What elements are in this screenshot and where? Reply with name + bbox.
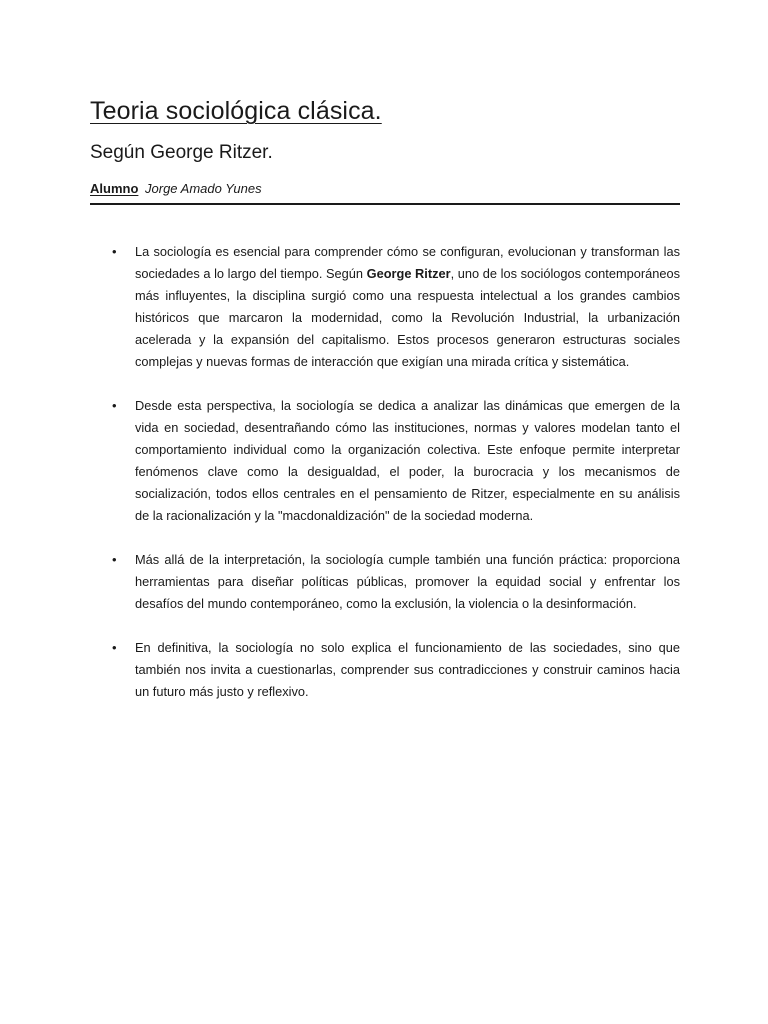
bullet-text-bold: George Ritzer	[366, 266, 451, 281]
bullet-icon: •	[112, 552, 117, 567]
bullet-text: Desde esta perspectiva, la sociología se dedica a analizar las dinámicas que emergen de la vida en sociedad, desentrañando cómo las instituciones, normas y valores modelan tanto el comportamiento individual como la organización colectiva. Este enfoque permite interpretar fenómenos clave como la desigualdad, el poder, la burocracia y los mecanismos de socialización, todos ellos centrales en el pensamiento de Ritzer, especialmente en su análisis de la racionalización y la "macdonaldización" de la sociedad moderna.	[135, 398, 680, 523]
bullet-item	[90, 395, 680, 527]
bullet-icon: •	[112, 244, 117, 259]
student-name: Jorge Amado Yunes	[145, 181, 262, 196]
bullet-list	[90, 241, 680, 703]
bullet-text: En definitiva, la sociología no solo explica el funcionamiento de las sociedades, sino que también nos invita a cuestionarlas, comprender sus contradicciones y construir caminos hacia un futuro más justo y reflexivo.	[135, 640, 680, 699]
bullet-text-before: La sociología es esencial para comprender cómo se configuran, evolucionan y transforman las sociedades a lo largo del tiempo. Según	[135, 244, 680, 281]
document-subtitle: Según George Ritzer.	[90, 142, 273, 163]
document-page	[90, 94, 680, 725]
bullet-item	[90, 241, 680, 373]
bullet-text: Más allá de la interpretación, la sociología cumple también una función práctica: proporciona herramientas para diseñar políticas públicas, promover la equidad social y enfrentar los desafíos del mundo contemporáneo, como la exclusión, la violencia o la desinformación.	[135, 552, 680, 611]
bullet-item	[90, 637, 680, 703]
document-title: Teoria sociológica clásica.	[90, 97, 382, 125]
student-line	[90, 180, 680, 205]
student-label: Alumno	[90, 181, 139, 196]
bullet-text-after: , uno de los sociólogos contemporáneos más influyentes, la disciplina surgió como una respuesta intelectual a los grandes cambios históricos que marcaron la modernidad, como la Revolución Industrial, la urbanización acelerada y la expansión del capitalismo. Estos procesos generaron estructuras sociales complejas y nuevas formas de interacción que exigían una mirada crítica y sistemática.	[135, 266, 680, 369]
bullet-item	[90, 549, 680, 615]
bullet-icon: •	[112, 398, 117, 413]
bullet-icon: •	[112, 640, 117, 655]
